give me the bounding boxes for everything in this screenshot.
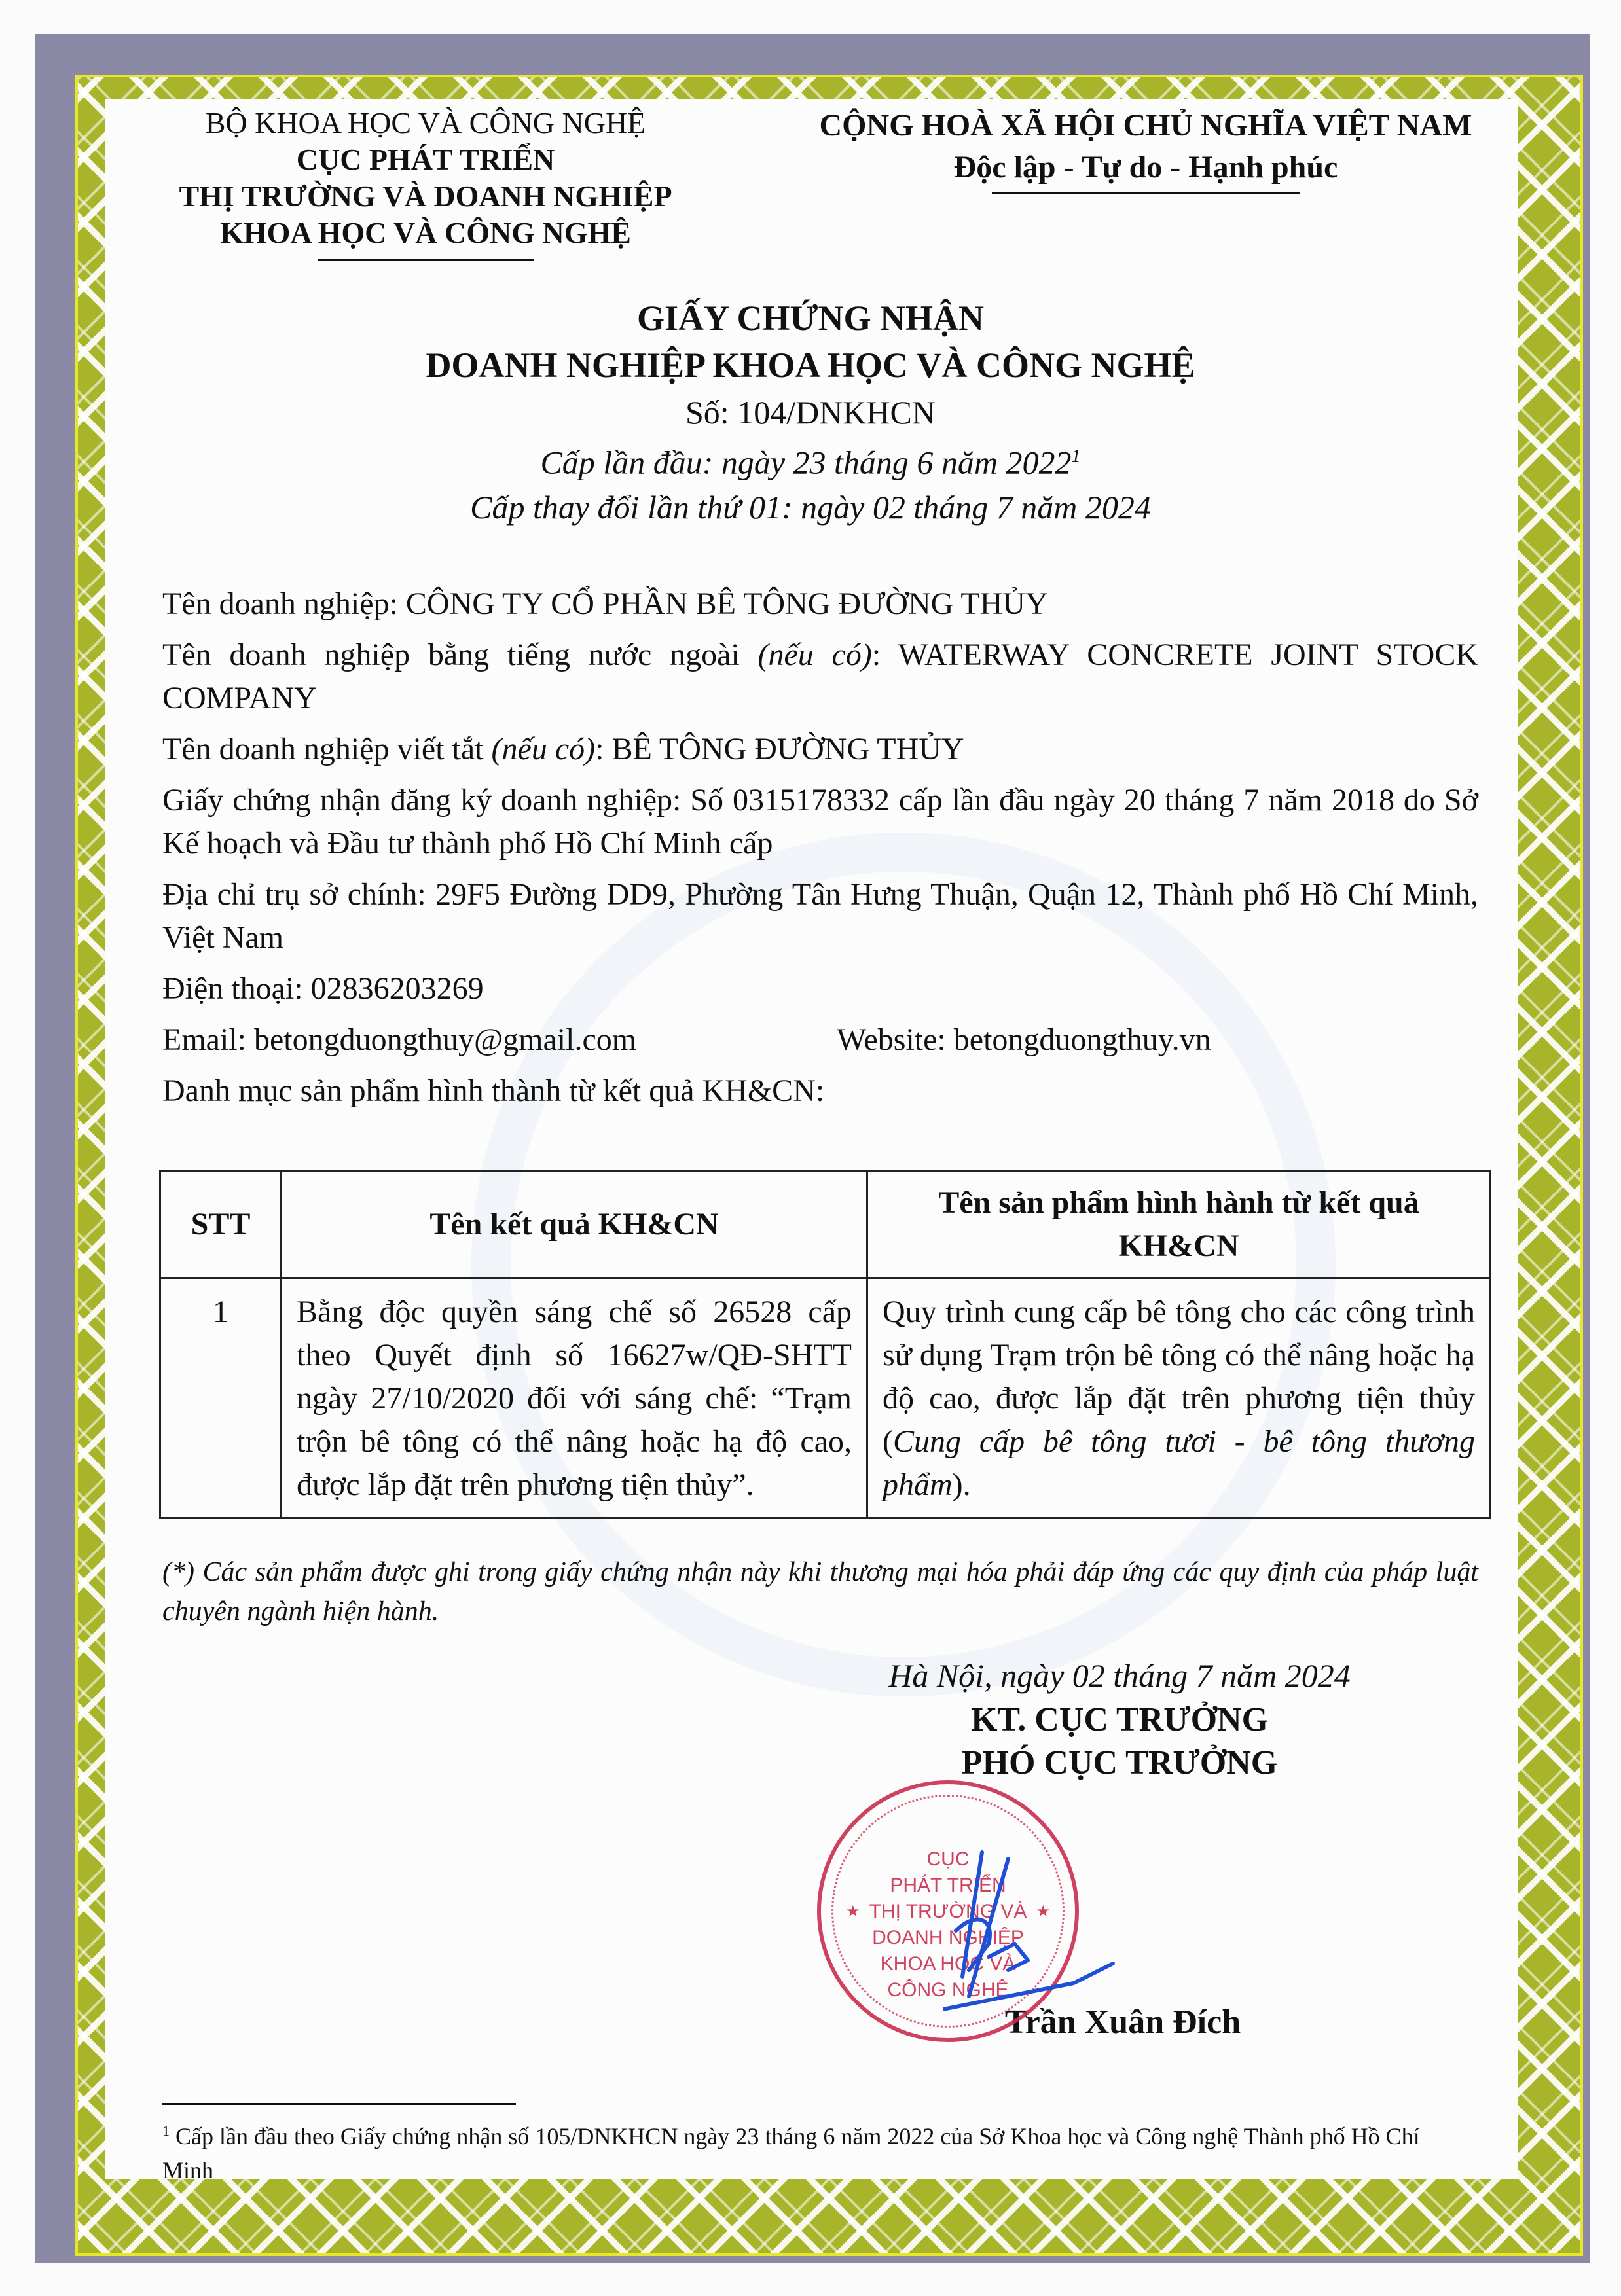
header-result-name: Tên kết quả KH&CN <box>282 1172 867 1278</box>
place-and-date: Hà Nội, ngày 02 tháng 7 năm 2024 <box>888 1657 1351 1694</box>
national-header <box>720 105 1571 194</box>
enterprise-name-row <box>162 583 1478 626</box>
department-line-2: THỊ TRƯỜNG VÀ DOANH NGHIỆP <box>179 179 672 213</box>
abbr-label: Tên doanh nghiệp viết tắt <box>162 732 492 766</box>
first-issue-date <box>131 435 1490 485</box>
certificate-number: Số: 104/DNKHCN <box>685 394 936 431</box>
first-issue-text: Cấp lần đầu: ngày 23 tháng 6 năm 2022 <box>540 444 1072 481</box>
ministry-name: BỘ KHOA HỌC VÀ CÔNG NGHỆ <box>205 106 646 139</box>
foreign-name-label: Tên doanh nghiệp bằng tiếng nước ngoài <box>162 637 758 672</box>
handwritten-signature-icon <box>943 1846 1218 2016</box>
seal-line: PHÁT TRIỂN <box>890 1874 1006 1896</box>
phone-number: Điện thoại: 02836203269 <box>162 971 484 1006</box>
footnote-number: 1 <box>162 2123 170 2139</box>
enterprise-details <box>162 583 1478 1121</box>
header-right-divider <box>992 192 1300 194</box>
products-intro: Danh mục sản phẩm hình thành từ kết quả KH&CN: <box>162 1073 825 1108</box>
cell-product-name <box>867 1278 1491 1518</box>
department-line-1: CỤC PHÁT TRIỂN <box>296 143 555 176</box>
abbr-note: (nếu có) <box>491 732 596 766</box>
change-issue-date: Cấp thay đổi lần thứ 01: ngày 02 tháng 7 năm 2024 <box>470 488 1151 526</box>
foreign-name: : WATERWAY CONCRETE JOINT STOCK COMPANY <box>162 637 1479 715</box>
header-stt: STT <box>160 1172 282 1278</box>
footnote-divider <box>162 2103 516 2105</box>
contact-row <box>162 1018 1478 1062</box>
seal-line: CỤC <box>926 1848 970 1870</box>
footnote-text: Cấp lần đầu theo Giấy chứng nhận số 105/DNKHCN ngày 23 tháng 6 năm 2022 của Sở Khoa học và Công nghệ Thành phố Hồ Chí Minh <box>162 2123 1420 2183</box>
commercialization-note: (*) Các sản phẩm được ghi trong giấy chứng nhận này khi thương mại hóa phải đáp ứng các quy định của pháp luật chuyên ngành hiện hành. <box>162 1557 1478 1626</box>
table-header-row <box>160 1172 1491 1278</box>
issuer-header <box>154 105 697 261</box>
seal-line: THỊ TRƯỜNG VÀ <box>869 1901 1027 1922</box>
certificate-title-line-1: GIẤY CHỨNG NHẬN <box>637 298 984 338</box>
products-table <box>159 1170 1491 1519</box>
country-name: CỘNG HOÀ XÃ HỘI CHỦ NGHĨA VIỆT NAM <box>819 108 1472 143</box>
footnote-ref: 1 <box>1071 446 1081 467</box>
certificate-title-line-2: DOANH NGHIỆP KHOA HỌC VÀ CÔNG NGHỆ <box>426 346 1195 385</box>
seal-star-icon: ★ <box>1036 1903 1050 1920</box>
signer-role-1: KT. CỤC TRƯỞNG <box>970 1701 1269 1738</box>
seal-star-icon: ★ <box>846 1903 860 1920</box>
certificate-title-block <box>131 295 1490 529</box>
business-registration: Giấy chứng nhận đăng ký doanh nghiệp: Số 0315178332 cấp lần đầu ngày 20 tháng 7 năm 2018 do Sở Kế hoạch và Đầu tư thành phố Hồ Chí Minh cấp <box>162 783 1478 861</box>
cell-stt: 1 <box>160 1278 282 1518</box>
seal-line: DOANH NGHIỆP <box>872 1927 1024 1948</box>
header-product-name: Tên sản phẩm hình hành từ kết quả KH&CN <box>867 1172 1491 1278</box>
head-office-address: Địa chỉ trụ sở chính: 29F5 Đường DD9, Phường Tân Hưng Thuận, Quận 12, Thành phố Hồ Chí Minh, Việt Nam <box>162 877 1478 955</box>
cell-result-name: Bằng độc quyền sáng chế số 26528 cấp theo Quyết định số 16627w/QĐ-SHTT ngày 27/10/2020 đối với sáng chế: “Trạm trộn bê tông có thể nâng hoặc hạ độ cao, được lắp đặt trên phương tiện thủy”. <box>282 1278 867 1518</box>
product-italic-text: Cung cấp bê tông tươi - bê tông thương phẩm <box>883 1424 1475 1502</box>
seal-line: KHOA HỌC VÀ <box>880 1953 1016 1975</box>
foreign-name-note: (nếu có) <box>757 637 872 672</box>
product-main-text: Quy trình cung cấp bê tông cho các công trình sử dụng Trạm trộn bê tông có thể nâng hoặc hạ độ cao, được lắp đặt trên phương tiện thủy ( <box>883 1295 1475 1459</box>
seal-line: CÔNG NGHỆ <box>887 1979 1009 2001</box>
enterprise-abbr-row <box>162 728 1478 771</box>
department-line-3: KHOA HỌC VÀ CÔNG NGHỆ <box>220 216 631 249</box>
signer-role-2: PHÓ CỤC TRƯỞNG <box>961 1744 1278 1782</box>
footnote <box>162 2114 1459 2187</box>
header-left-divider <box>318 259 534 261</box>
national-motto: Độc lập - Tự do - Hạnh phúc <box>953 150 1338 185</box>
enterprise-foreign-name-row <box>162 634 1478 720</box>
email-address: Email: betongduongthuy@gmail.com <box>162 1022 637 1057</box>
product-end-text: ). <box>952 1467 971 1502</box>
table-row <box>160 1278 1491 1518</box>
signer-name: Trần Xuân Đích <box>1004 2003 1241 2041</box>
enterprise-name-label: Tên doanh nghiệp: <box>162 586 406 621</box>
website-address: Website: betongduongthuy.vn <box>837 1022 1211 1057</box>
abbr-name: : BÊ TÔNG ĐƯỜNG THỦY <box>595 732 964 766</box>
enterprise-name: CÔNG TY CỔ PHẦN BÊ TÔNG ĐƯỜNG THỦY <box>405 586 1048 621</box>
